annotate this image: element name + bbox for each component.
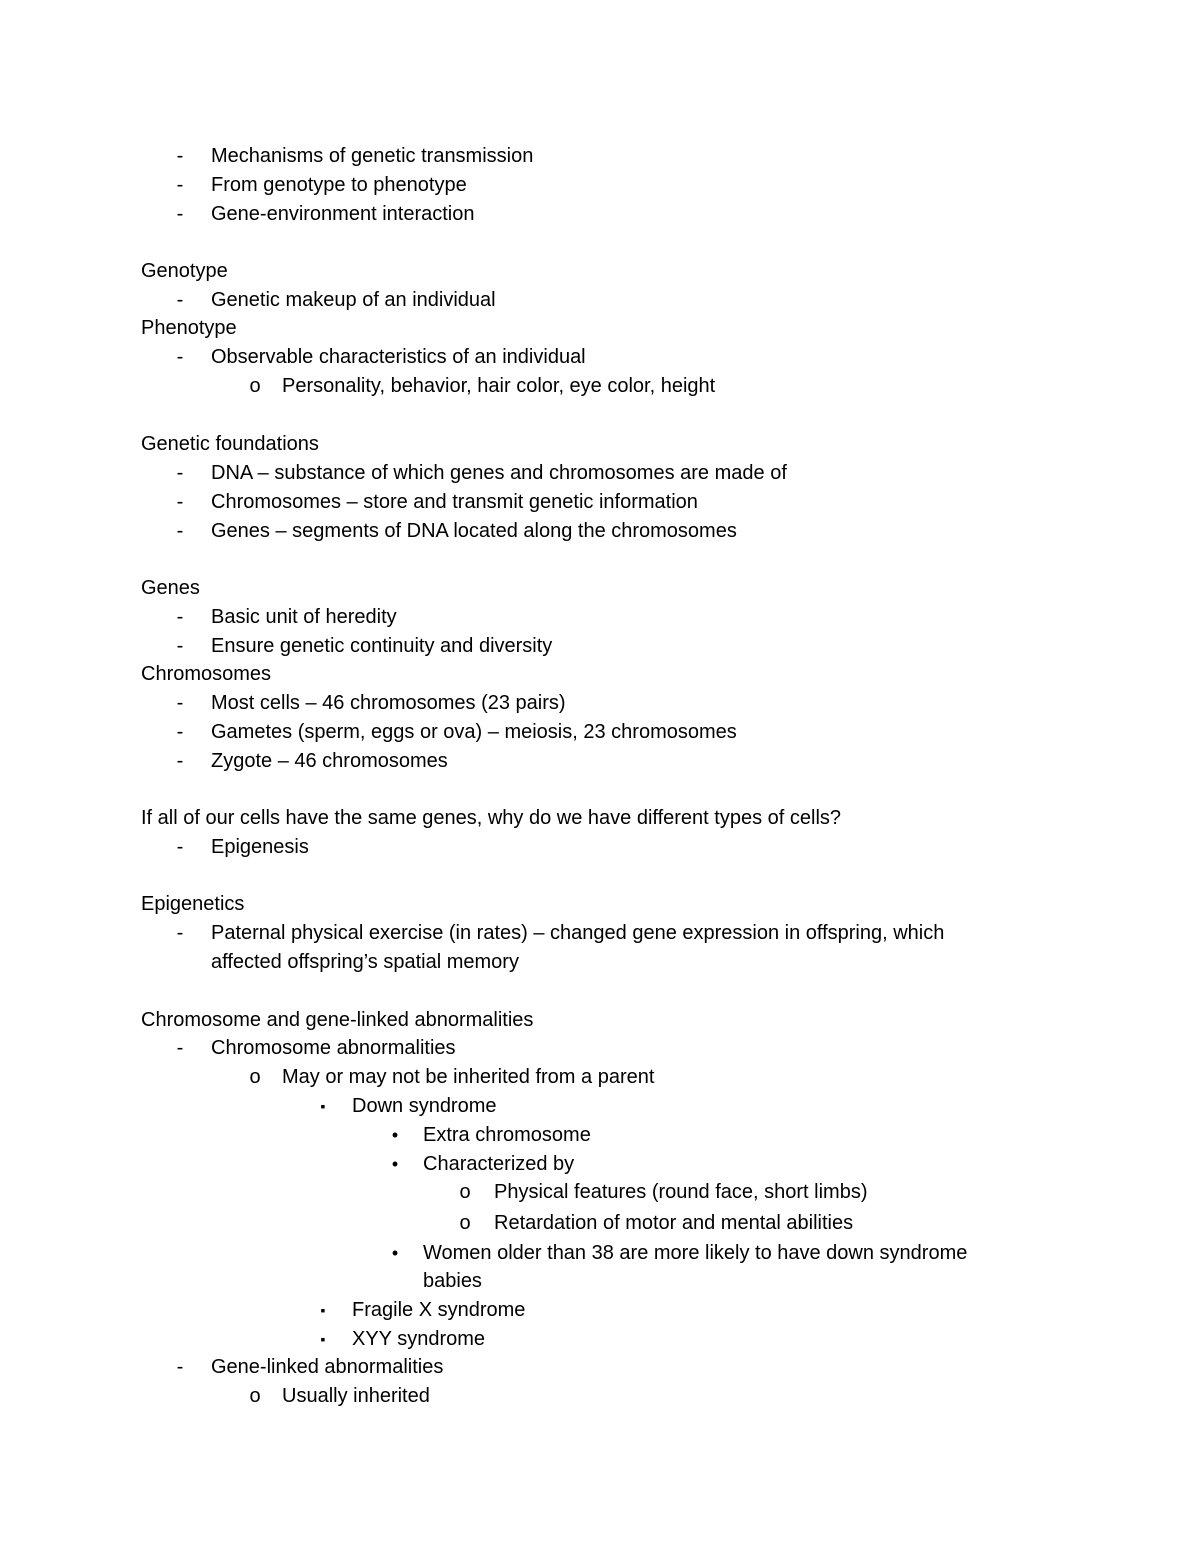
section-heading-genotype: Genotype — [141, 260, 228, 282]
dash-marker: - — [176, 1356, 184, 1378]
list-item-text: Women older than 38 are more likely to have down syndrome — [423, 1242, 968, 1264]
list-item-text: Extra chromosome — [423, 1124, 591, 1146]
square-marker: ▪ — [320, 1098, 326, 1114]
dash-marker: - — [176, 721, 184, 743]
circle-marker: o — [249, 375, 261, 397]
dash-marker: - — [176, 491, 184, 513]
list-item-text: Genetic makeup of an individual — [211, 289, 496, 311]
list-item-text: Usually inherited — [282, 1385, 430, 1407]
dash-marker: - — [176, 606, 184, 628]
list-item-text: babies — [423, 1270, 482, 1292]
list-item-text: DNA – substance of which genes and chromosomes are made of — [211, 462, 787, 484]
circle-marker: o — [459, 1212, 471, 1234]
list-item-text: From genotype to phenotype — [211, 174, 467, 196]
section-heading-genetic-foundations: Genetic foundations — [141, 433, 319, 455]
dash-marker: - — [176, 520, 184, 542]
dash-marker: - — [176, 203, 184, 225]
square-marker: ▪ — [320, 1331, 326, 1347]
list-item-text: Characterized by — [423, 1153, 575, 1175]
list-item-text: Epigenesis — [211, 836, 309, 858]
list-item-text: Down syndrome — [352, 1095, 497, 1117]
dash-marker: - — [176, 922, 184, 944]
list-item-text: affected offspring’s spatial memory — [211, 951, 519, 973]
section-heading-phenotype: Phenotype — [141, 317, 237, 339]
section-heading-abnormalities: Chromosome and gene-linked abnormalities — [141, 1009, 534, 1031]
circle-marker: o — [249, 1385, 261, 1407]
dash-marker: - — [176, 174, 184, 196]
list-item-text: Gene-environment interaction — [211, 203, 475, 225]
bullet-marker: • — [391, 1125, 399, 1145]
dash-marker: - — [176, 1037, 184, 1059]
section-heading-chromosomes: Chromosomes — [141, 663, 272, 685]
dash-marker: - — [176, 692, 184, 714]
list-item-text: Gene-linked abnormalities — [211, 1356, 444, 1378]
list-item-text: Fragile X syndrome — [352, 1299, 526, 1321]
list-item-text: Chromosome abnormalities — [211, 1037, 456, 1059]
list-item-text: Basic unit of heredity — [211, 606, 397, 628]
section-heading-question: If all of our cells have the same genes, why do we have different types of cells? — [141, 807, 842, 829]
dash-marker: - — [176, 145, 184, 167]
bullet-marker: • — [391, 1243, 399, 1263]
bullet-marker: • — [391, 1154, 399, 1174]
list-item-text: Chromosomes – store and transmit genetic information — [211, 491, 698, 513]
list-item-text: Personality, behavior, hair color, eye color, height — [282, 375, 716, 397]
dash-marker: - — [176, 462, 184, 484]
list-item-text: Mechanisms of genetic transmission — [211, 145, 534, 167]
dash-marker: - — [176, 635, 184, 657]
dash-marker: - — [176, 836, 184, 858]
list-item-text: Observable characteristics of an individual — [211, 346, 586, 368]
list-item-text: Paternal physical exercise (in rates) – changed gene expression in offspring, which — [211, 922, 945, 944]
list-item-text: Ensure genetic continuity and diversity — [211, 635, 553, 657]
dash-marker: - — [176, 289, 184, 311]
list-item-text: Gametes (sperm, eggs or ova) – meiosis, 23 chromosomes — [211, 721, 737, 743]
dash-marker: - — [176, 346, 184, 368]
list-item-text: Zygote – 46 chromosomes — [211, 750, 448, 772]
circle-marker: o — [249, 1066, 261, 1088]
list-item-text: Retardation of motor and mental abilities — [494, 1212, 854, 1234]
list-item-text: Physical features (round face, short limbs) — [494, 1181, 868, 1203]
section-heading-epigenetics: Epigenetics — [141, 893, 245, 915]
list-item-text: Most cells – 46 chromosomes (23 pairs) — [211, 692, 566, 714]
circle-marker: o — [459, 1181, 471, 1203]
list-item-text: XYY syndrome — [352, 1328, 486, 1350]
list-item-text: Genes – segments of DNA located along the chromosomes — [211, 520, 737, 542]
square-marker: ▪ — [320, 1302, 326, 1318]
section-heading-genes: Genes — [141, 577, 200, 599]
list-item-text: May or may not be inherited from a parent — [282, 1066, 655, 1088]
dash-marker: - — [176, 750, 184, 772]
